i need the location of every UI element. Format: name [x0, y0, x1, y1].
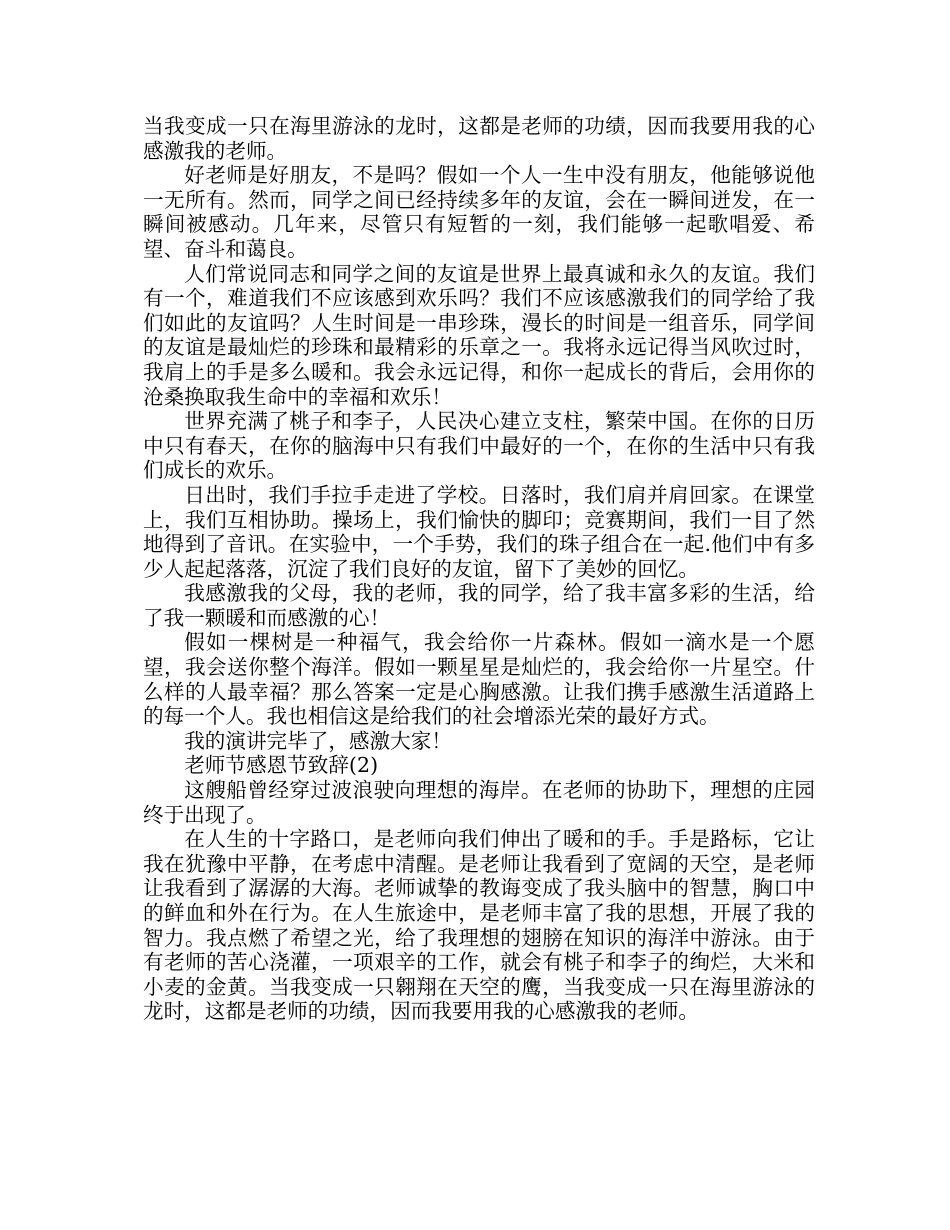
- paragraph-speech-end: 我的演讲完毕了，感激大家！: [184, 728, 452, 753]
- paragraph-peaches-and-plums: 世界充满了桃子和李子，人民决心建立支柱，繁荣中国。在你的日历中只有春天，在你的脑海中只有我们中最好的一个，在你的生活中只有我们成长的欢乐。: [143, 409, 815, 483]
- paragraph-good-teacher-friend: 好老师是好朋友，不是吗？假如一个人一生中没有朋友，他能够说他一无所有。然而，同学之间已经持续多年的友谊，会在一瞬间迸发，在一瞬间被感动。几年来，尽管只有短暂的一刻，我们能够一起歌唱爱、希望、奋斗和蔼良。: [143, 163, 815, 261]
- paragraph-classmate-friendship: 人们常说同志和同学之间的友谊是世界上最真诚和永久的友谊。我们有一个，难道我们不应该感到欢乐吗？我们不应该感激我们的同学给了我们如此的友谊吗？人生时间是一串珍珠，漫长的时间是一组音乐，同学间的友谊是最灿烂的珍珠和最精彩的乐章之一。我将永远记得当风吹过时，我肩上的手是多么暖和。我会永远记得，和你一起成长的背后，会用你的沧桑换取我生命中的幸福和欢乐！: [143, 261, 815, 409]
- paragraph-sunrise-school: 日出时，我们手拉手走进了学校。日落时，我们肩并肩回家。在课堂上，我们互相协助。操场上，我们愉快的脚印；竞赛期间，我们一目了然地得到了音讯。在实验中，一个手势，我们的珠子组合在一起.他们中有多少人起起落落，沉淀了我们良好的友谊，留下了美妙的回忆。: [143, 482, 815, 581]
- paragraph-crossroads: 在人生的十字路口，是老师向我们伸出了暖和的手。手是路标，它让我在犹豫中平静，在考虑中清醒。是老师让我看到了宽阔的天空，是老师让我看到了潺潺的大海。老师诚挚的教诲变成了我头脑中的智慧，胸口中的鲜血和外在行为。在人生旅途中，是老师丰富了我的思想，开展了我的智力。我点燃了希望之光，给了我理想的翅膀在知识的海洋中游泳。由于有老师的苦心浇灌，一项艰辛的工作，就会有桃子和李子的绚烂，大米和小麦的金黄。当我变成一只翱翔在天空的鹰，当我变成一只在海里游泳的龙时，这都是老师的功绩，因而我要用我的心感激我的老师。: [143, 827, 815, 1024]
- paragraph-ship-waves: 这艘船曾经穿过波浪驶向理想的海岸。在老师的协助下，理想的庄园终于出现了。: [143, 778, 815, 827]
- paragraph-gratitude-parents: 我感激我的父母，我的老师，我的同学，给了我丰富多彩的生活，给了我一颗暖和而感激的心！: [143, 581, 815, 630]
- paragraph-continued: 当我变成一只在海里游泳的龙时，这都是老师的功绩，因而我要用我的心感激我的老师。: [143, 114, 815, 163]
- document-page: [143, 114, 815, 1024]
- paragraph-tree-forest: 假如一棵树是一种福气，我会给你一片森林。假如一滴水是一个愿望，我会送你整个海洋。假如一颗星星是灿烂的，我会给你一片星空。什么样的人最幸福？那么答案一定是心胸感激。让我们携手感激生活道路上的每一个人。我也相信这是给我们的社会增添光荣的最好方式。: [143, 630, 815, 729]
- section-heading: 老师节感恩节致辞(2): [184, 753, 379, 778]
